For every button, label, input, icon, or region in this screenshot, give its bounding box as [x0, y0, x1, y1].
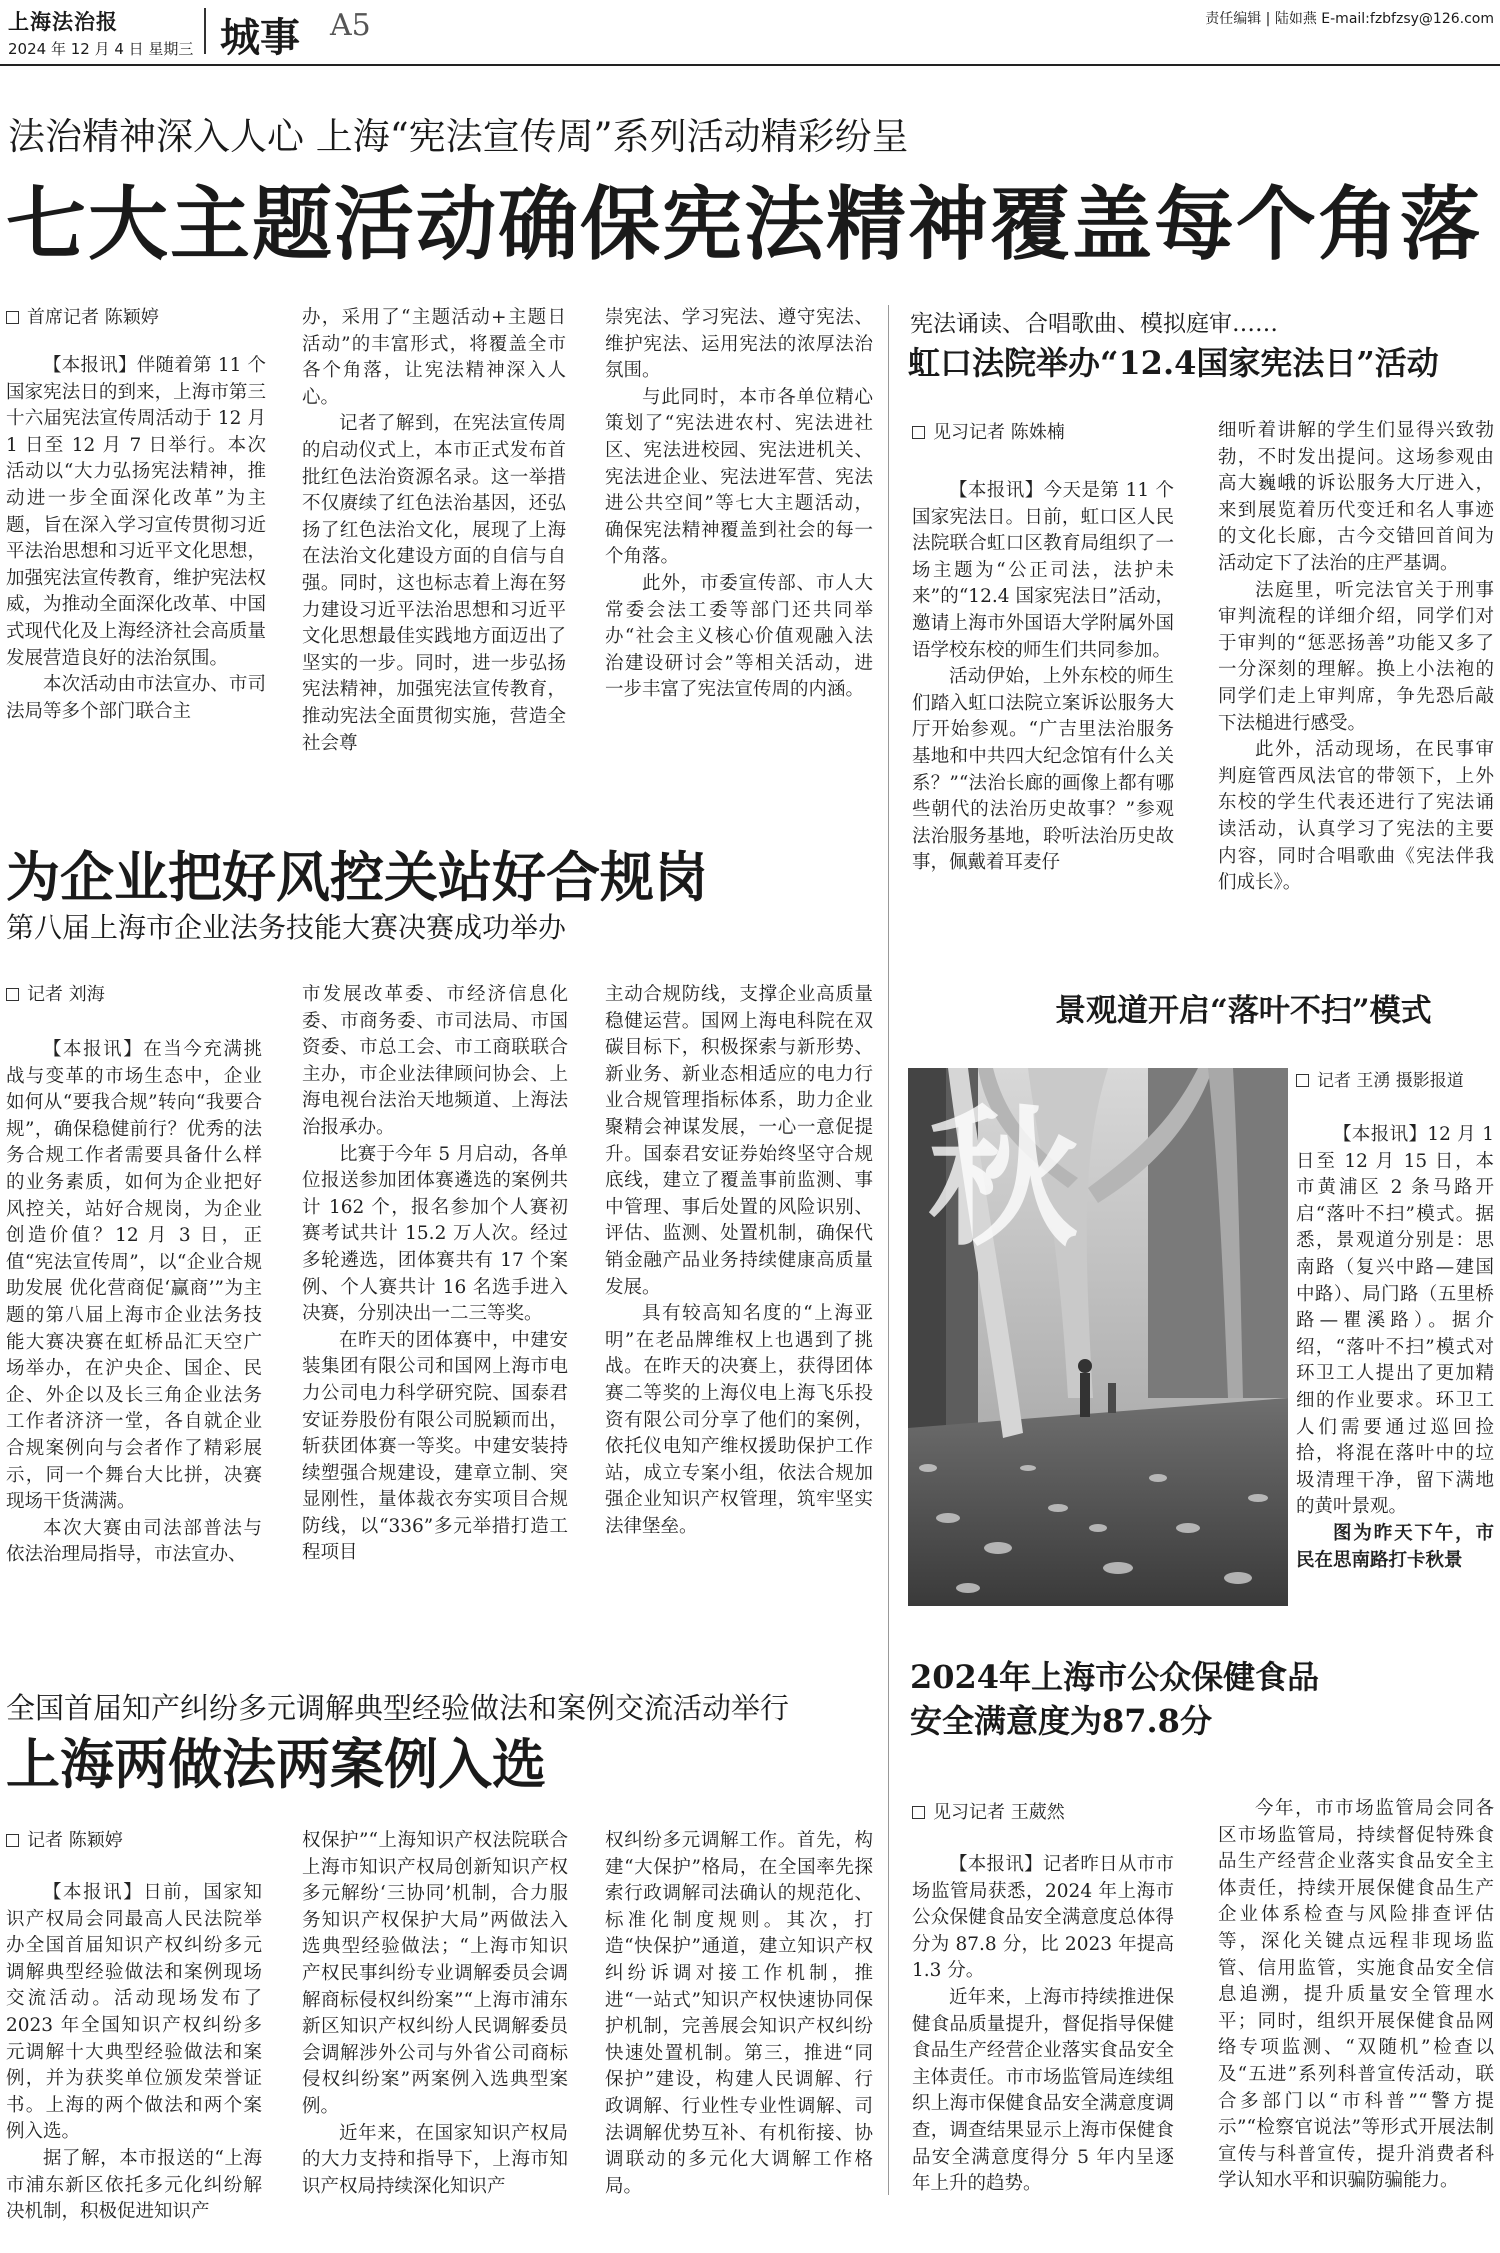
autumn-street-photo	[908, 1068, 1288, 1606]
story2-col1	[912, 478, 1174, 877]
story2-headline: 虹口法院举办“12.4国家宪法日”活动	[908, 344, 1439, 382]
story4-headline: 景观道开启“落叶不扫”模式	[1055, 993, 1432, 1029]
paper-name: 上海法治报	[8, 9, 118, 34]
story6-col2	[1218, 1796, 1494, 2195]
story3-subhead: 第八届上海市企业法务技能大赛决赛成功举办	[6, 911, 567, 944]
story5-col3	[605, 1828, 873, 2200]
story5-col1	[6, 1880, 262, 2226]
photo-overlay-character: 秋	[928, 1091, 1079, 1267]
byline-square-icon	[912, 1806, 925, 1819]
headline-line: 2024年上海市公众保健食品	[910, 1658, 1320, 1696]
paragraph: 本次大赛由司法部普法与依法治理局指导，市法宣办、	[6, 1517, 262, 1566]
story4-body	[1296, 1122, 1494, 1574]
page-number: A5	[330, 8, 371, 43]
masthead	[0, 0, 1500, 62]
story1-col1	[6, 353, 266, 725]
byline-text: 记者 刘海	[27, 984, 105, 1005]
story5-col2	[302, 1828, 568, 2200]
story3-col2	[302, 982, 568, 1567]
story3-col3	[605, 982, 873, 1540]
paragraph: 【本报讯】日前，国家知识产权局会同最高人民法院举办全国首届知识产权纠纷多元调解典型经验做法和案例现场交流活动。活动现场发布了 2023 年全国知识产权纠纷多元调解十大典型经验做法和案例，并为获奖单位颁发荣誉证书。上海的两个做法和两个案例入选。	[6, 1882, 262, 2143]
section-title: 城事	[220, 14, 300, 61]
story4-byline	[1296, 1068, 1496, 1094]
byline-text: 见习记者 王葳然	[933, 1802, 1065, 1823]
paragraph: 【本报讯】在当今充满挑战与变革的市场生态中，企业如何从“要我合规”转向“我要合规”，确保稳健前行？优秀的法务合规工作者需要具备什么样的业务素质，如何为企业把好风控关，站好合规岗，为企业创造价值？12 月 3 日，正值“宪法宣传周”，以“企业合规助发展 优化营商促‘赢商’”为主题的第八届上海市企业法务技能大赛决赛在虹桥品汇天空广场举办，在沪央企、国企、民企、外企以及长三角企业法务工作者济济一堂，各自就企业合规案例向与会者作了精彩展示，同一个舞台大比拼，决赛现场干货满满。	[6, 1039, 262, 1513]
paragraph: 本次活动由市法宣办、市司法局等多个部门联合主	[6, 674, 266, 722]
byline-square-icon	[1296, 1074, 1309, 1087]
paragraph: 记者了解到，在宪法宣传周的启动仪式上，本市正式发布首批红色法治资源名录。这一举措不仅赓续了红色法治基因，还弘扬了红色法治文化，展现了上海在法治文化建设方面的自信与自强。同时，这也标志着上海在努力建设习近平法治思想和习近平文化思想最佳实践地方面迈出了坚实的一步。同时，进一步弘扬宪法精神，加强宪法宣传教育，推动宪法全面贯彻实施，营造全社会尊	[302, 413, 566, 754]
paragraph: 【本报讯】伴随着第 11 个国家宪法日的到来，上海市第三十六届宪法宣传周活动于 12 月 1 日至 12 月 7 日举行。本次活动以“大力弘扬宪法精神，推动进一步全面深化改革”为主题，旨在深入学习宣传贯彻习近平法治思想和习近平文化思想，加强宪法宣传教育，维护宪法权威，为推动全面深化改革、中国式现代化及上海经济社会高质量发展营造良好的法治氛围。	[6, 355, 266, 669]
paragraph: 主动合规防线，支撑企业高质量稳健运营。国网上海电科院在双碳目标下，积极探索与新形势、新业务、新业态相适应的电力行业合规管理指标体系，助力企业聚精会神谋发展，一心一意促提升。国泰君安证券始终坚守合规底线，建立了覆盖事前监测、事中管理、事后处置的风险识别、评估、监测、处置机制，确保代销金融产品业务持续健康高质量发展。	[605, 984, 873, 1298]
story3-byline	[6, 982, 266, 1008]
story1-col3	[605, 305, 873, 704]
story2-byline	[912, 420, 1172, 446]
photo-caption: 图为昨天下午，市民在思南路打卡秋景	[1296, 1522, 1494, 1571]
paragraph: 崇宪法、学习宪法、遵守宪法、维护宪法、运用宪法的浓厚法治氛围。	[605, 307, 873, 382]
paragraph: 与此同时，本市各单位精心策划了“宪法进农村、宪法进社区、宪法进校园、宪法进机关、宪法进企业、宪法进军营、宪法进公共空间”等七大主题活动，确保宪法精神覆盖到社会的每一个角落。	[605, 386, 873, 568]
paragraph: 比赛于今年 5 月启动，各单位报送参加团体赛遴选的案例共计 162 个，报名参加个人赛初赛考试共计 15.2 万人次。经过多轮遴选，团体赛共有 17 个案例、个人赛共计 16 名选手进入决赛，分别决出一二三等奖。	[302, 1143, 568, 1325]
story3-col1	[6, 1037, 262, 1569]
paragraph: 办，采用了“主题活动+主题日活动”的丰富形式，将覆盖全市各个角落，让宪法精神深入人心。	[302, 307, 566, 408]
byline-text: 首席记者 陈颖婷	[27, 307, 159, 328]
story1-byline	[6, 305, 286, 331]
paragraph: 今年，市市场监管局会同各区市场监管局，持续督促特殊食品生产经营企业落实食品安全主体责任，持续开展保健食品生产企业体系检查与风险排查评估等，深化关键点远程非现场监管、信用监管，实施食品安全信息追溯，提升质量安全管理水平；同时，组织开展保健食品网络专项监测、“双随机”检查以及“五进”系列科普宣传活动，联合多部门以“市科普”“警方提示”“检察官说法”等形式开展法制宣传与科普宣传，提升消费者科学认知水平和识骗防骗能力。	[1218, 1798, 1494, 2192]
editor-info: 责任编辑 | 陆如燕 E-mail:fzbfzsy@126.com	[1205, 11, 1494, 27]
masthead-divider	[204, 8, 206, 54]
paragraph: 此外，活动现场，在民事审判庭管西凤法官的带领下，上外东校的学生代表还进行了宪法诵读活动，认真学习了宪法的主要内容，同时合唱歌曲《宪法伴我们成长》。	[1218, 739, 1494, 894]
byline-square-icon	[912, 426, 925, 439]
paragraph: 据了解，本市报送的“上海市浦东新区依托多元化纠纷解决机制，积极促进知识产	[6, 2147, 262, 2223]
paragraph: 活动伊始，上外东校的师生们踏入虹口法院立案诉讼服务大厅开始参观。“广吉里法治服务基地和中共四大纪念馆有什么关系？”“法治长廊的画像上都有哪些朝代的法治历史故事？”参观法治服务基地，聆听法治历史故事，佩戴着耳麦仔	[912, 666, 1174, 874]
paragraph: 具有较高知名度的“上海亚明”在老品牌维权上也遇到了挑战。在昨天的决赛上，获得团体赛二等奖的上海仪电上海飞乐投资有限公司分享了他们的案例，依托仪电知产维权援助保护工作站，成立专案小组，依法合规加强企业知识产权管理，筑牢坚实法律堡垒。	[605, 1303, 873, 1537]
paragraph: 【本报讯】12 月 1 日至 12 月 15 日，本市黄浦区 2 条马路开启“落叶不扫”模式。据悉，景观道分别是：思南路（复兴中路—建国中路）、局门路（五里桥路—瞿溪路）。据介绍，“落叶不扫”模式对环卫工人提出了更加精细的作业要求。环卫工人们需要通过巡回捡拾，将混在落叶中的垃圾清理干净，留下满地的黄叶景观。	[1296, 1124, 1494, 1518]
headline-line: 安全满意度为87.8分	[910, 1702, 1212, 1740]
paragraph: 此外，市委宣传部、市人大常委会法工委等部门还共同举办“社会主义核心价值观融入法治建设研讨会”等相关活动，进一步丰富了宪法宣传周的内涵。	[605, 572, 873, 701]
byline-text: 记者 王湧 摄影报道	[1317, 1071, 1464, 1091]
story5-headline: 上海两做法两案例入选	[6, 1732, 546, 1796]
paragraph: 【本报讯】今天是第 11 个国家宪法日。日前，虹口区人民法院联合虹口区教育局组织了一场主题为“公正司法，法护未来”的“12.4 国家宪法日”活动，邀请上海市外国语大学附属外国语学校东校的师生们共同参加。	[912, 480, 1174, 661]
story1-headline: 七大主题活动确保宪法精神覆盖每个角落	[6, 177, 1482, 271]
story5-kicker: 全国首届知产纠纷多元调解典型经验做法和案例交流活动举行	[6, 1691, 790, 1725]
story1-kicker: 法治精神深入人心 上海“宪法宣传周”系列活动精彩纷呈	[8, 115, 909, 158]
story6-byline	[912, 1800, 1172, 1826]
paragraph: 在昨天的团体赛中，中建安装集团有限公司和国网上海市电力公司电力科学研究院、国泰君安证券股份有限公司脱颖而出，斩获团体赛一等奖。中建安装持续塑强合规建设，建章立制、突显刚性，量体裁衣夯实项目合规防线，以“336”多元举措打造工程项目	[302, 1329, 568, 1564]
paragraph: 【本报讯】记者昨日从市市场监管局获悉，2024 年上海市公众保健食品安全满意度总体得分为 87.8 分，比 2023 年提高 1.3 分。	[912, 1854, 1174, 1982]
paragraph: 权纠纷多元调解工作。首先，构建“大保护”格局，在全国率先探索行政调解司法确认的规范化、标准化制度规则。其次，打造“快保护”通道，建立知识产权纠纷诉调对接工作机制，推进“一站式”知识产权快速协同保护机制，完善展会知识产权纠纷快速处置机制。第三，推进“同保护”建设，构建人民调解、行政调解、行业性专业性调解、司法调解优势互补、有机衔接、协调联动的多元化大调解工作格局。	[605, 1830, 873, 2197]
story2-col2	[1218, 418, 1494, 897]
story5-byline	[6, 1828, 266, 1854]
story2-kicker: 宪法诵读、合唱歌曲、模拟庭审……	[910, 311, 1278, 337]
masthead-rule	[0, 64, 1500, 66]
byline-square-icon	[6, 1834, 19, 1847]
story1-col2	[302, 305, 566, 757]
column-divider	[888, 305, 889, 2195]
byline-square-icon	[6, 988, 19, 1001]
paragraph: 权保护”“上海知识产权法院联合上海市知识产权局创新知识产权多元解纷‘三协同’机制，合力服务知识产权保护大局”两做法入选典型经验做法；“上海市知识产权民事纠纷专业调解委员会调解商标侵权纠纷案”“上海市浦东新区知识产权纠纷人民调解委员会调解涉外公司与外省公司商标侵权纠纷案”两案例入选典型案例。	[302, 1830, 568, 2117]
story6-col1	[912, 1852, 1174, 2198]
story6-headline	[910, 1655, 1320, 1743]
paragraph: 法庭里，听完法官关于刑事审判流程的详细介绍，同学们对于审判的“惩恶扬善”功能又多了一分深刻的理解。换上小法袍的同学们走上审判席，争先恐后敲下法槌进行感受。	[1218, 579, 1494, 734]
paragraph: 市发展改革委、市经济信息化委、市商务委、市司法局、市国资委、市总工会、市工商联联合主办，市企业法律顾问协会、上海电视台法治天地频道、上海法治报承办。	[302, 984, 568, 1138]
paragraph: 近年来，在国家知识产权局的大力支持和指导下，上海市知识产权局持续深化知识产	[302, 2122, 568, 2197]
paragraph: 细听着讲解的学生们显得兴致勃勃，不时发出提问。这场参观由高大巍峨的诉讼服务大厅进入，来到展览着历代变迁和名人事迹的文化长廊，古今交错回首间为活动定下了法治的庄严基调。	[1218, 420, 1494, 574]
paragraph: 近年来，上海市持续推进保健食品质量提升，督促指导保健食品生产经营企业落实食品安全主体责任。市市场监管局连续组织上海市保健食品安全满意度调查，调查结果显示上海市保健食品安全满意度得分 5 年内呈逐年上升的趋势。	[912, 1986, 1174, 2195]
byline-text: 记者 陈颖婷	[27, 1830, 123, 1851]
story3-headline: 为企业把好风控关站好合规岗	[6, 845, 708, 909]
date-line: 2024 年 12 月 4 日 星期三	[8, 40, 194, 58]
byline-square-icon	[6, 311, 19, 324]
byline-text: 见习记者 陈姝楠	[933, 422, 1065, 443]
